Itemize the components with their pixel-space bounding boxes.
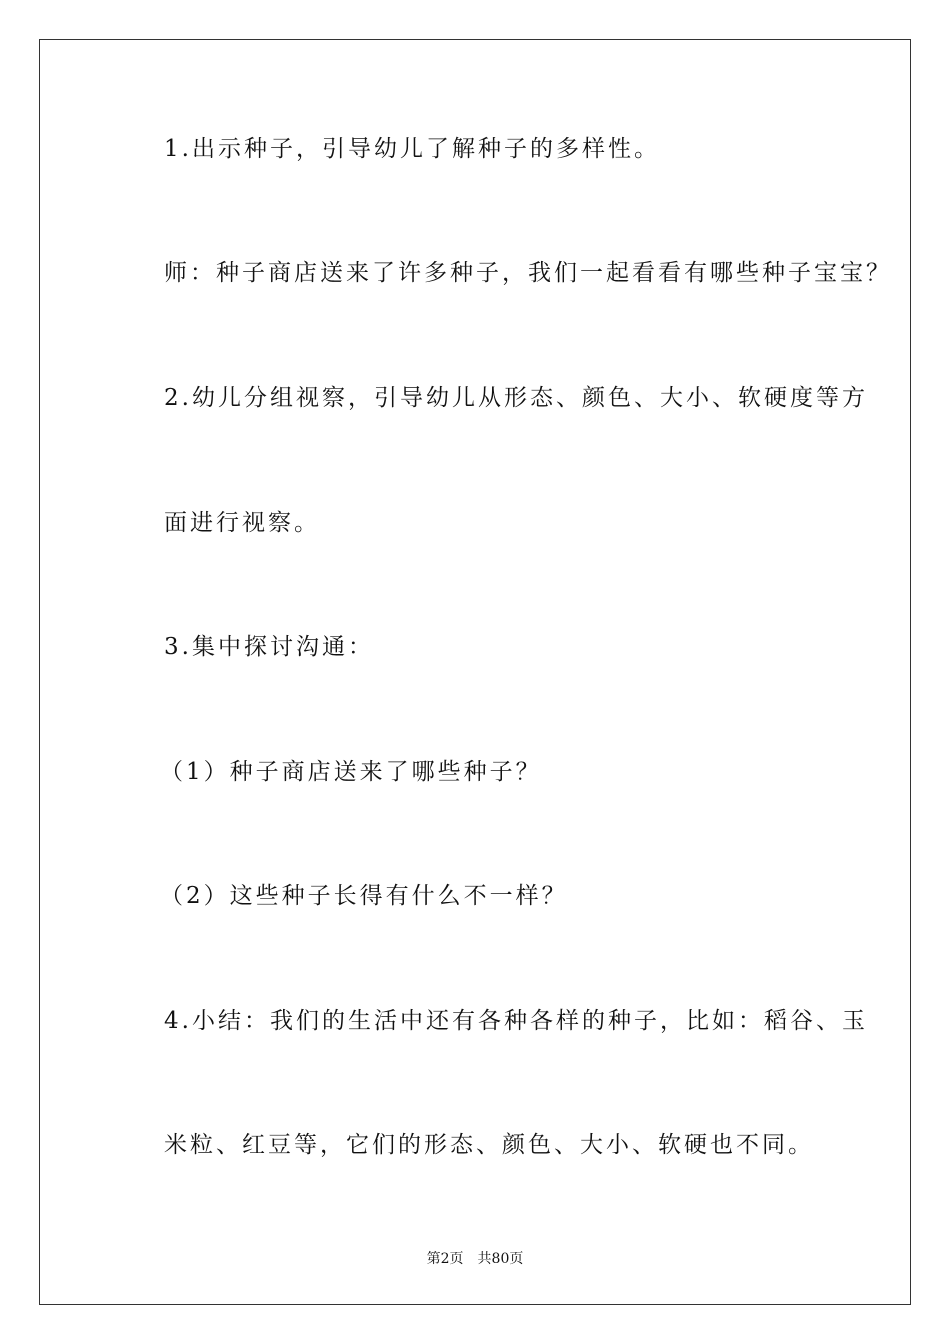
paragraph-line-5: 3.集中探讨沟通：: [164, 634, 374, 660]
paragraph-line-7: （2）这些种子长得有什么不一样？: [160, 883, 568, 909]
page-footer: [0, 1248, 950, 1268]
paragraph-line-3: 2.幼儿分组视察，引导幼儿从形态、颜色、大小、软硬度等方: [164, 385, 868, 411]
paragraph-line-6: （1）种子商店送来了哪些种子？: [160, 759, 542, 785]
paragraph-line-4: 面进行视察。: [164, 510, 320, 536]
paragraph-line-1: 1.出示种子，引导幼儿了解种子的多样性。: [164, 136, 660, 162]
paragraph-line-8: 4.小结：我们的生活中还有各种各样的种子，比如：稻谷、玉: [164, 1008, 868, 1034]
page-number-total: 共80页: [477, 1251, 524, 1267]
paragraph-line-2: 师：种子商店送来了许多种子，我们一起看看有哪些种子宝宝？: [164, 260, 892, 286]
page-number-current: 第2页: [426, 1251, 464, 1267]
page-border: [39, 39, 911, 1305]
paragraph-line-9: 米粒、红豆等，它们的形态、颜色、大小、软硬也不同。: [164, 1132, 814, 1158]
